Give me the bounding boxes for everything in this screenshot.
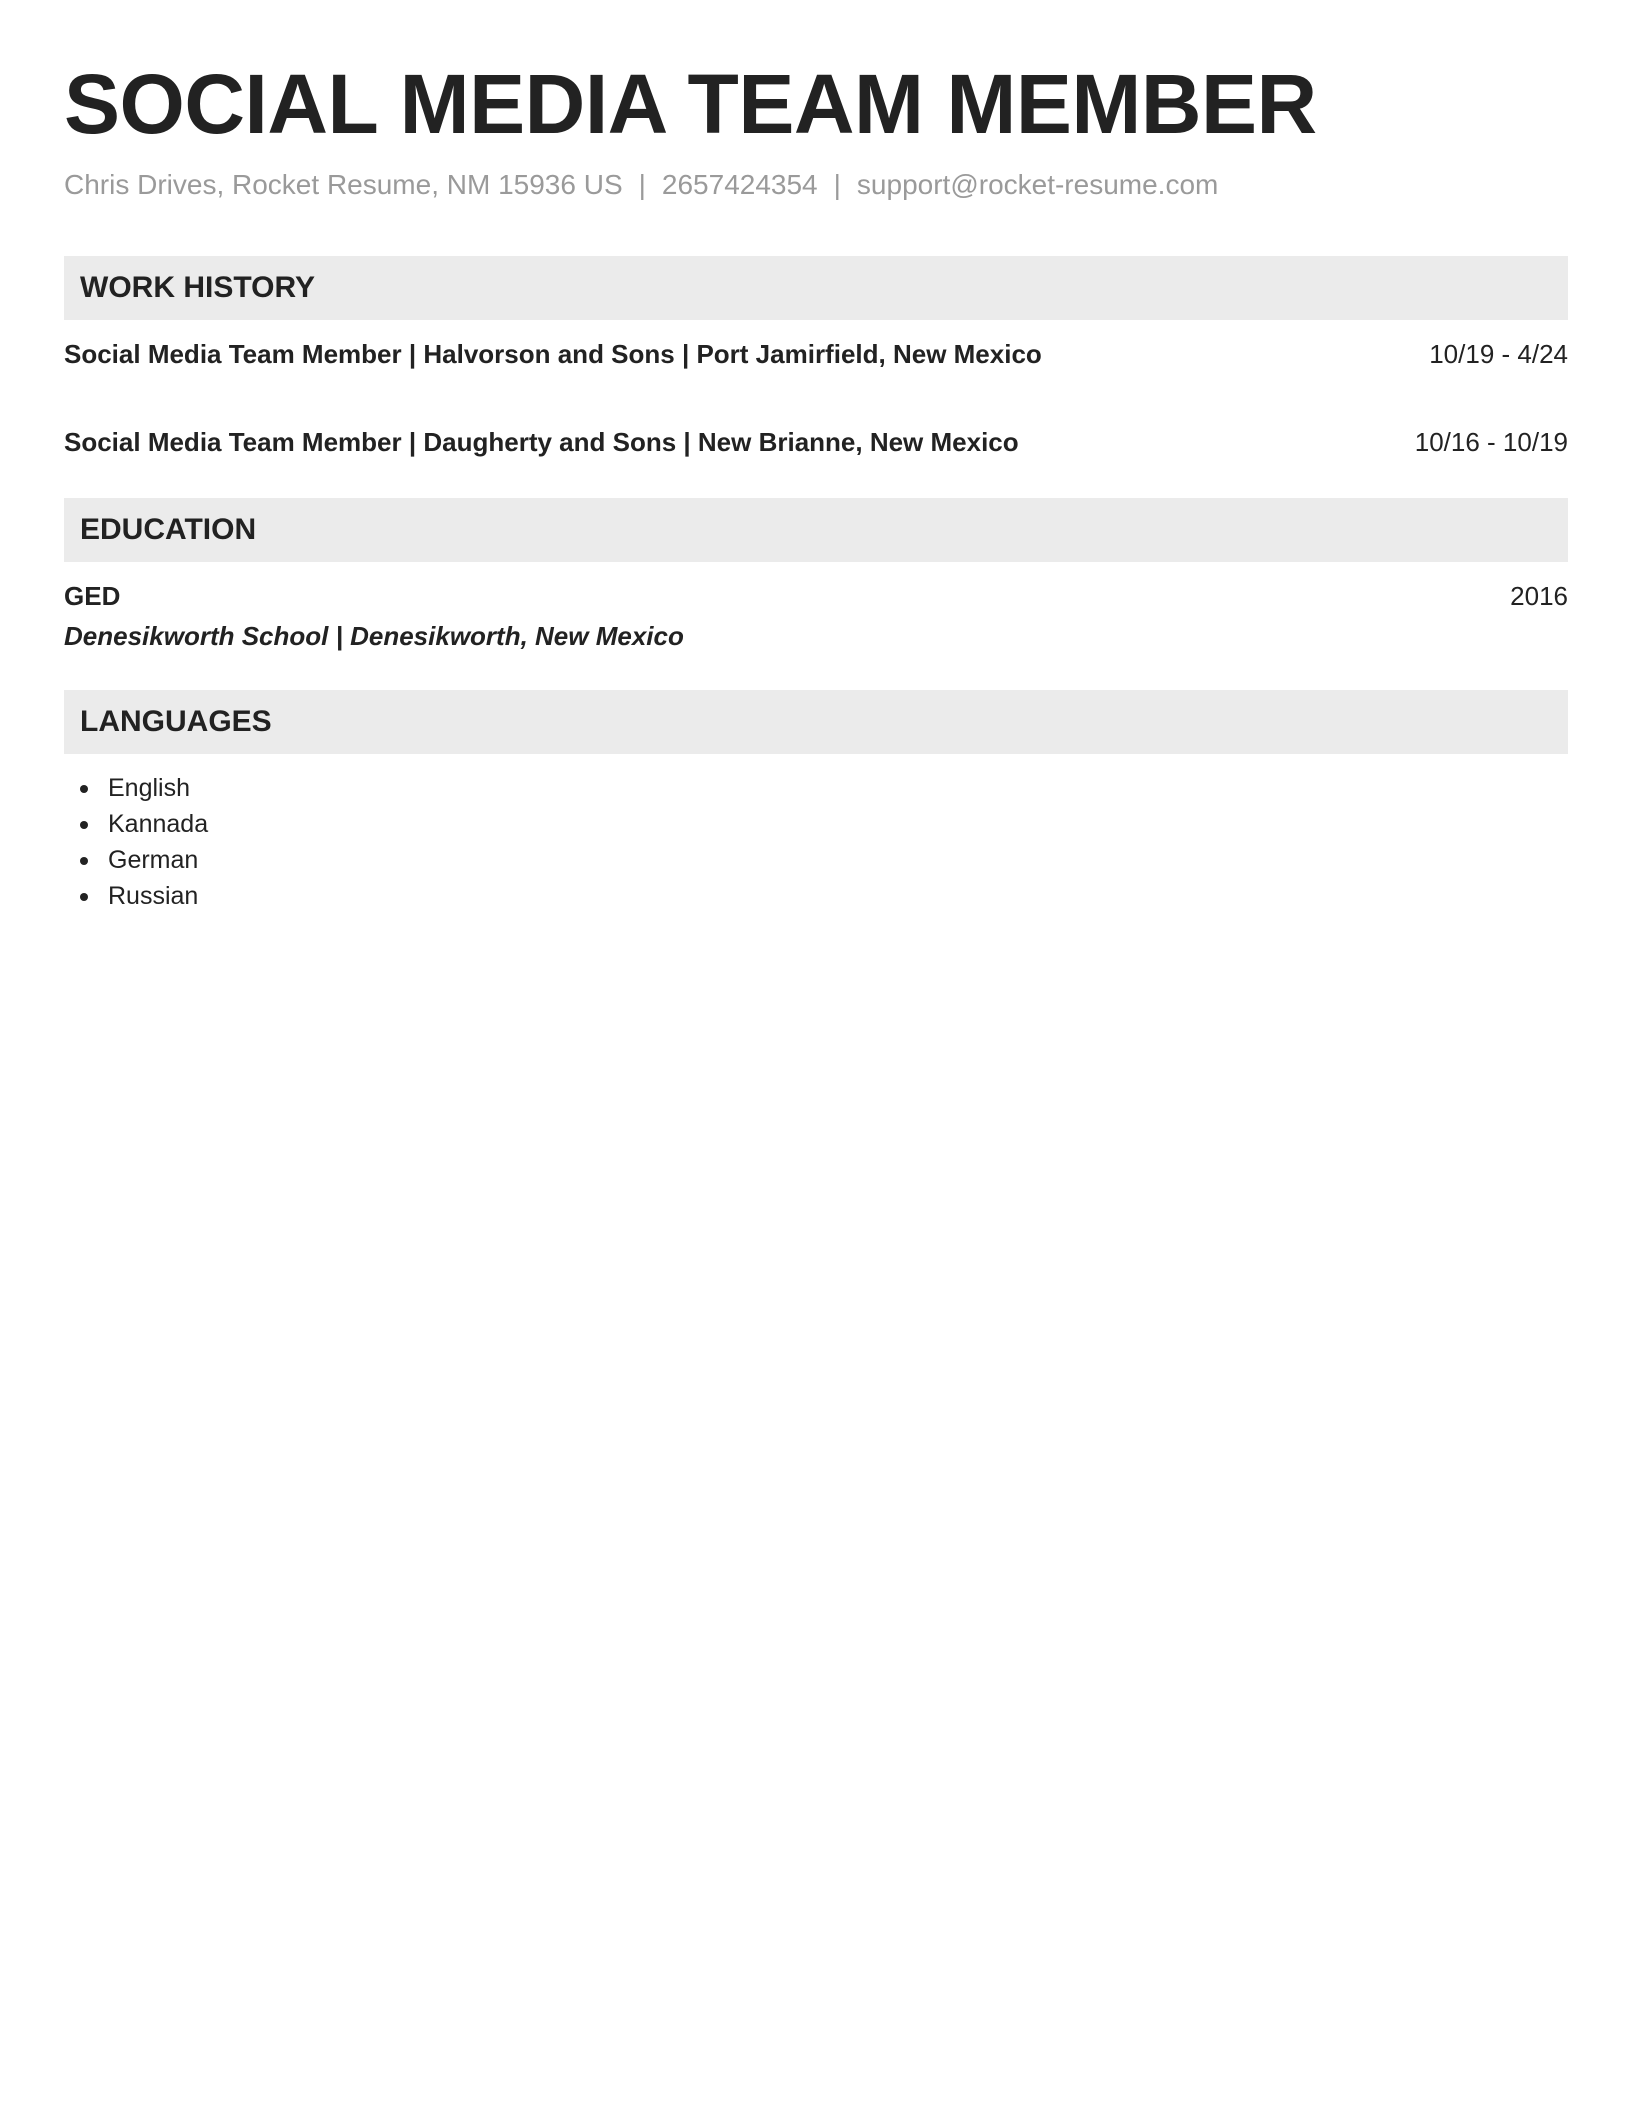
contact-separator: | bbox=[833, 169, 841, 200]
language-label: Kannada bbox=[108, 810, 209, 838]
education-year: 2016 bbox=[1510, 581, 1568, 611]
contact-separator: | bbox=[638, 169, 646, 200]
bullet-icon bbox=[80, 857, 88, 865]
contact-phone: 2657424354 bbox=[661, 169, 818, 200]
contact-email: support@rocket-resume.com bbox=[856, 169, 1219, 200]
language-item bbox=[64, 878, 1568, 914]
language-label: English bbox=[108, 774, 190, 802]
education-school: Denesikworth School | Denesikworth, New Mexico bbox=[64, 621, 684, 651]
job-entry bbox=[64, 424, 1568, 460]
resume-title: SOCIAL MEDIA TEAM MEMBER bbox=[64, 57, 1317, 151]
job-dates: 10/19 - 4/24 bbox=[1429, 339, 1568, 369]
language-item bbox=[64, 806, 1568, 842]
language-label: German bbox=[108, 846, 199, 874]
languages-list bbox=[64, 770, 1568, 914]
education-degree: GED bbox=[64, 581, 121, 611]
languages-heading: LANGUAGES bbox=[64, 690, 1568, 754]
education-entry bbox=[64, 578, 1568, 614]
work-history-heading: WORK HISTORY bbox=[64, 256, 1568, 320]
language-item bbox=[64, 770, 1568, 806]
bullet-icon bbox=[80, 785, 88, 793]
language-label: Russian bbox=[108, 882, 199, 910]
contact-line bbox=[64, 166, 1568, 204]
contact-address: Chris Drives, Rocket Resume, NM 15936 US bbox=[64, 169, 623, 200]
bullet-icon bbox=[80, 821, 88, 829]
education-heading: EDUCATION bbox=[64, 498, 1568, 562]
language-item bbox=[64, 842, 1568, 878]
job-entry bbox=[64, 336, 1568, 372]
job-title: Social Media Team Member | Halvorson and Sons | Port Jamirfield, New Mexico bbox=[64, 339, 1042, 369]
job-dates: 10/16 - 10/19 bbox=[1414, 427, 1568, 457]
bullet-icon bbox=[80, 893, 88, 901]
job-title: Social Media Team Member | Daugherty and Sons | New Brianne, New Mexico bbox=[64, 427, 1019, 457]
